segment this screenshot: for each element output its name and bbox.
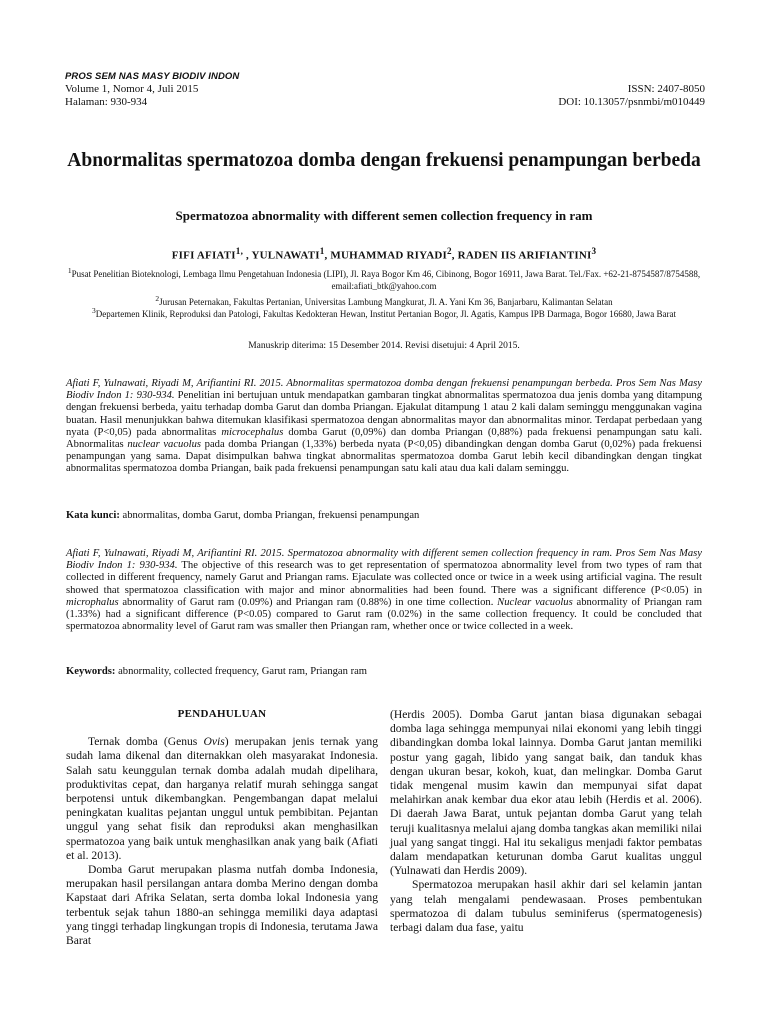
author-sup: 3	[591, 246, 597, 256]
body-paragraph: Spermatozoa merupakan hasil akhir dari sel kelamin jantan yang telah mengalami pendewasaan. Proses pembentukan spermatozoa di dalam tubulus seminiferus (spermatogenesis) terbagi dalam dua fase, yaitu	[390, 878, 702, 935]
body-column-left	[66, 705, 378, 948]
affiliation-sup: 3	[91, 306, 96, 315]
author-name: FIFI AFIATI	[171, 249, 236, 262]
author-name: , MUHAMMAD RIYADI	[324, 249, 447, 262]
abstract-term: Nuclear vacuolus	[497, 596, 573, 608]
paper-title: Abnormalitas spermatozoa domba dengan frekuensi penampungan berbeda	[67, 150, 701, 171]
author-sup: 2	[447, 246, 452, 256]
volume-info: Volume 1, Nomor 4, Juli 2015	[65, 83, 199, 95]
body-paragraph: Domba Garut merupakan plasma nutfah domba Indonesia, merupakan hasil persilangan antara domba Merino dengan domba Kapstaat dari Afrika Selatan, serta domba lokal Indonesia yang terbentuk sejak tahun 1880-an sehingga memiliki daya adaptasi yang tinggi terhadap lingkungan tropis di Indonesia, terutama Jawa Barat	[66, 863, 378, 948]
abstract-text: abnormality of Garut ram (0.09%) and Priangan ram (0.88%) in one time collection.	[118, 596, 498, 608]
author-name: , RADEN IIS ARIFIANTINI	[451, 249, 592, 262]
abstract-term: microphalus	[66, 596, 119, 608]
affiliation-3	[66, 305, 702, 321]
abstract-text: abnormality of Priangan ram (1.33%) had a significant difference (P<0.05) compared to Garut ram (0.02%) in the same collection frequency. It could be concluded that spermatozoa abnormality level of Garut ram was smaller then Priangan ram, whether once or twice collected in a week.	[66, 596, 702, 633]
manuscript-dates: Manuskrip diterima: 15 Desember 2014. Revisi disetujui: 4 April 2015.	[248, 341, 520, 351]
abstract-block	[66, 548, 702, 633]
body-text: ) merupakan jenis ternak yang sudah lama dikenal dan diternakkan oleh masyarakat Indonesia. Salah satu keunggulan ternak domba adalah mudah dipelihara, produktivitas cepat, dan harganya relatif murah sehingga sangat berpotensi untuk dikembangkan. Pengembangan dapat melalui peningkatan kualitas pejantan unggul untuk pembibitan. Pejantan unggul yang sehat fisik dan reproduksi akan menghasilkan spermatozoa yang baik untuk menghasilkan anak yang baik (Afiati et al. 2013).	[66, 735, 378, 862]
issn: ISSN: 2407-8050	[627, 83, 705, 95]
author-list	[60, 246, 708, 262]
affiliation-1	[66, 265, 702, 292]
affiliation-sup: 1	[67, 266, 72, 275]
keywords	[66, 666, 702, 677]
page-range: Halaman: 930-934	[65, 96, 148, 108]
keywords-text: abnormality, collected frequency, Garut ram, Priangan ram	[115, 666, 368, 677]
affiliation-sup: 2	[155, 294, 160, 303]
author-sup: 1,	[235, 246, 244, 256]
author-sup: 1	[319, 246, 325, 256]
journal-name: PROS SEM NAS MASY BIODIV INDON	[65, 71, 240, 82]
body-paragraph	[66, 735, 378, 863]
abstrak-text: domba Garut (0,09%) dan domba Priangan (0,88%) pada frekuensi penampungan satu kali. Abnormalitas	[66, 426, 702, 451]
keywords-label: Keywords:	[66, 666, 116, 677]
abstrak-citation: Afiati F, Yulnawati, Riyadi M, Arifiantini RI. 2015. Abnormalitas spermatozoa domba dengan frekuensi penampungan berbeda. Pros Sem Nas Masy Biodiv Indon 1: 930-934.	[66, 378, 702, 402]
running-header	[65, 70, 705, 109]
abstrak-text: Penelitian ini bertujuan untuk mendapatkan gambaran tingkat abnormalitas spermatozoa dua jenis domba yang ditampung dengan frekuensi berbeda, yaitu terhadap domba Garut dan domba Priangan. Ejakulat ditampung 1 atau 2 kali dalam seminggu menggunakan vagina buatan. Hasil menunjukkan bahwa ditemukan klasifikasi spermatozoa dengan abnormalitas mayor dan abnormalitas minor. Terdapat perbedaan yang nyata (P<0,05) pada abnormalitas	[66, 390, 702, 438]
abstract-citation: Afiati F, Yulnawati, Riyadi M, Arifiantini RI. 2015. Spermatozoa abnormality with different semen collection frequency in ram. Pros Sem Nas Masy Biodiv Indon 1: 930-934.	[66, 548, 702, 572]
paper-subtitle: Spermatozoa abnormality with different semen collection frequency in ram	[175, 208, 593, 223]
author-name: , YULNAWATI	[243, 249, 320, 262]
kata-kunci-text: abnormalitas, domba Garut, domba Priangan, frekuensi penampungan	[119, 510, 420, 521]
kata-kunci	[66, 510, 702, 521]
abstrak-term: nuclear vacuolus	[127, 439, 201, 451]
abstract-text: The objective of this research was to get representation of spermatozoa abnormality level from two types of ram that collected in different frequency, namely Garut and Priangan rams. Ejaculate was collected once or twice in a week using artificial vagina. The result showed that spermatozoa classification with major and minor abnormalities had been found. There was a significant difference (P<0.05) in	[66, 560, 702, 596]
section-heading: PENDAHULUAN	[177, 708, 267, 720]
body-column-right	[390, 708, 702, 935]
body-text: Ternak domba (Genus	[88, 735, 204, 749]
doi: DOI: 10.13057/psnmbi/m010449	[558, 96, 705, 108]
body-paragraph: (Herdis 2005). Domba Garut jantan biasa digunakan sebagai domba laga sehingga mempunyai nilai ekonomi yang lebih tinggi dibandingkan domba lokal lainnya. Domba Garut jantan memiliki postur yang gagah, libido yang sangat baik, dan tanduk khas dengan ukuran besar, kokoh, kuat, dan melingkar. Domba Garut tidak mengenal musim kawin dan mempunyai sifat dapat melahirkan anak kembar dua ekor atau lebih (Herdis et al. 2006). Di daerah Jawa Barat, untuk pejantan domba Garut yang telah teruji kualitasnya melalui ajang domba tangkas akan memiliki nilai jual yang sangat tinggi. Hal itu sekaligus menjadi faktor pembatas dalam mendapatkan keturunan domba Garut kualitas unggul (Yulnawati dan Herdis 2009).	[390, 708, 702, 878]
affiliation-text: Departemen Klinik, Reproduksi dan Patologi, Fakultas Kedokteran Hewan, Institut Pertanian Bogor, Jl. Agatis, Kampus IPB Darmaga, Bogor 16680, Jawa Barat	[95, 309, 677, 319]
abstrak-block	[66, 378, 702, 476]
abstrak-text: pada domba Priangan (1,33%) berbeda nyata (P<0,05) dibandingkan dengan domba Garut (0,02%) pada frekuensi penampungan yang sama. Dapat disimpulkan bahwa tingkat abnormalitas spermatozoa domba Garut lebih kecil dibandingkan dengan tingkat abnormalitas spermatozoa domba Priangan, baik pada frekuensi penampungan satu kali atau dua kali dalam seminggu.	[66, 439, 702, 475]
abstrak-term: microcephalus	[221, 426, 284, 438]
genus-name: Ovis	[203, 735, 225, 749]
affiliation-text: Jurusan Peternakan, Fakultas Pertanian, Universitas Lambung Mangkurat, Jl. A. Yani Km 36, Banjarbaru, Kalimantan Selatan	[159, 297, 613, 307]
affiliation-text: Pusat Penelitian Bioteknologi, Lembaga Ilmu Pengetahuan Indonesia (LIPI), Jl. Raya Bogor Km 46, Cibinong, Bogor 16911, Jawa Barat. Tel./Fax. +62-21-8754587/8754588, email:afiati_btk@yahoo.com	[71, 269, 701, 291]
kata-kunci-label: Kata kunci:	[66, 510, 120, 521]
